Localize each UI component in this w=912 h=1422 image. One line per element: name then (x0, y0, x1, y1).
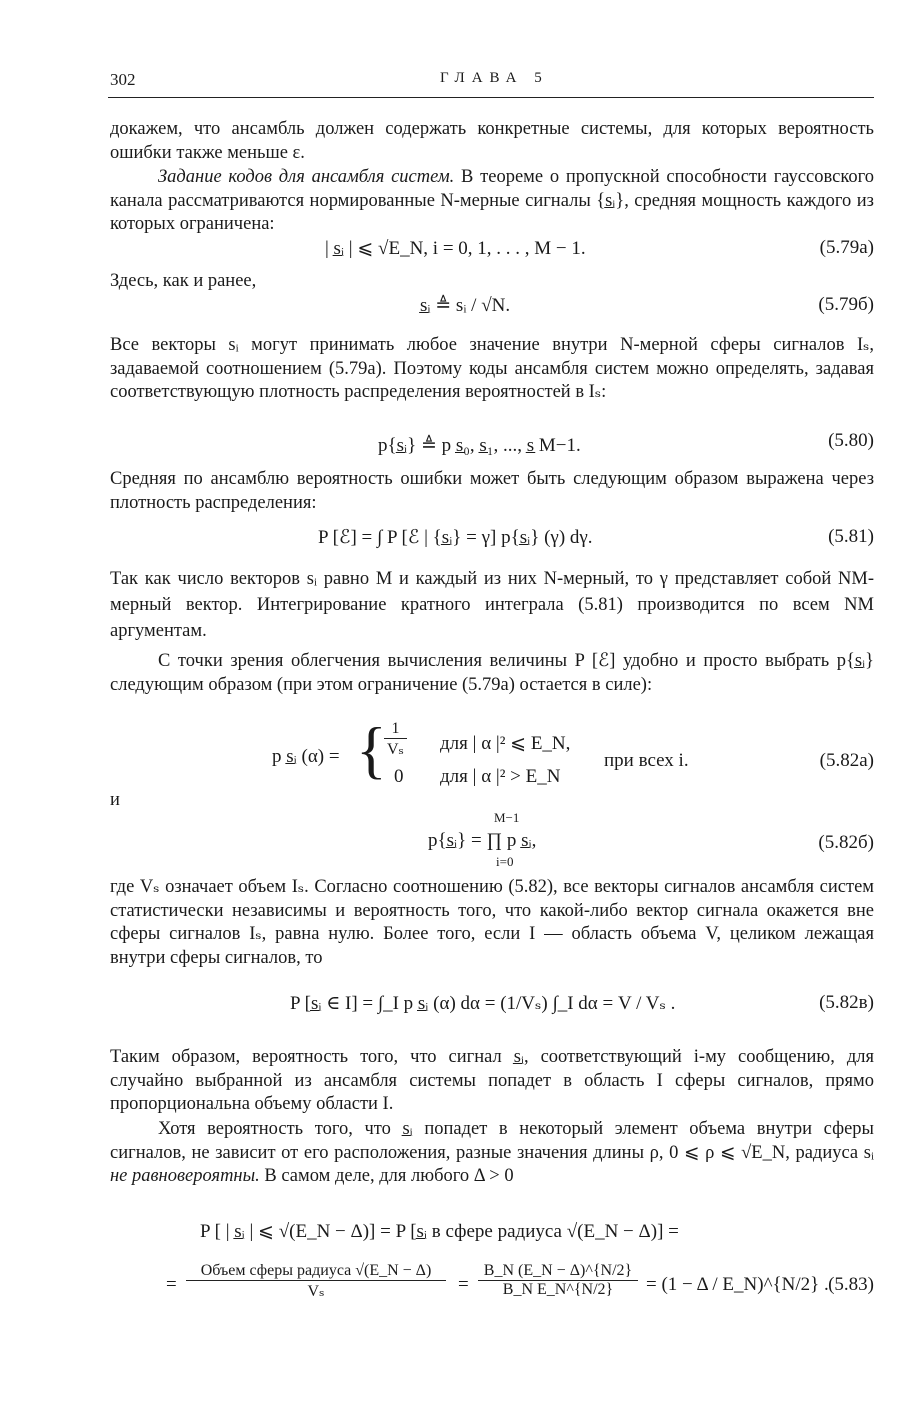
equation-5-79b: s̲ᵢ ≜ sᵢ / √N. (420, 295, 511, 316)
equation-5-82v: P [s̲ᵢ ∈ I] = ∫_I p s̲ᵢ (α) dα = (1/Vₛ) ∫_I dα = V / Vₛ . (290, 993, 676, 1014)
page-number: 302 (110, 70, 136, 89)
paragraph-11: Хотя вероятность того, что s̲ᵢ попадет в некоторый элемент объема внутри сферы сигналов, не зависит от его расположения, разные значения длины ρ, 0 ⩽ ρ ⩽ √E_N, радиуса sᵢ не равновероятны. В самом деле, для любого Δ > 0 (110, 1119, 874, 1186)
emphasis-not-equiprobable: не равновероятны. (110, 1166, 260, 1186)
equation-number-5-82b: (5.82б) (818, 832, 874, 853)
equation-5-80: p{s̲ᵢ} ≜ p s̲₀, s̲₁, ..., s̲ M−1. (378, 435, 581, 456)
equation-number-5-81: (5.81) (828, 526, 874, 547)
eq-583-fraction-1: Объем сферы радиуса √(E_N − Δ) Vₛ (186, 1262, 446, 1301)
running-header: ГЛАВА 5 (440, 70, 549, 86)
equation-number-5-79b: (5.79б) (818, 294, 874, 315)
header-rule (108, 97, 874, 98)
paragraph-3: Здесь, как и ранее, (110, 271, 257, 291)
eq-582b-upper-limit: M−1 (494, 810, 520, 825)
eq-582a-lhs: p s̲ᵢ (α) = (272, 746, 340, 767)
paragraph-10: Таким образом, вероятность того, что сигнал s̲ᵢ, соответствующий i-му сообщению, для случайно выбранной из ансамбля системы попадет в область I сферы сигналов, прямо пропорциональна объему области I. (110, 1047, 874, 1114)
paragraph-9: где Vₛ означает объем Iₛ. Согласно соотношению (5.82), все векторы сигналов ансамбля систем статистически независимы и вероятность того, что какой-либо вектор сигнала окажется вне сферы сигналов Iₛ, равна нулю. Более того, если I — область объема V, целиком лежащая внутри сферы сигналов, то (110, 877, 874, 968)
paragraph-8: и (110, 790, 120, 810)
paragraph-2-text: В теореме о пропускной способности гауссовского канала рассматриваются нормированные N-мерные сигналы {s̲ᵢ}, средняя мощность каждого из которых ограничена: (110, 167, 874, 234)
eq-582a-for-all: при всех i. (604, 750, 689, 771)
paragraph-1: докажем, что ансамбль должен содержать конкретные системы, для которых вероятность ошибки также меньше ε. (110, 119, 874, 163)
paragraph-7: С точки зрения облегчения вычисления величины P [ℰ] удобно и просто выбрать p{s̲ᵢ} следующим образом (при этом ограничение (5.79а) остается в силе): (110, 651, 874, 695)
eq-582a-zero: 0 (394, 766, 404, 787)
equation-5-81: P [ℰ] = ∫ P [ℰ | {s̲ᵢ} = γ] p{s̲ᵢ} (γ) dγ. (318, 527, 593, 548)
eq-582a-fraction: $\frac{1}{\text{Vₛ}}$ (384, 720, 407, 759)
paragraph-6: Так как число векторов sᵢ равно M и каждый из них N-мерный, то γ представляет собой NM-мерный вектор. Интегрирование кратного интеграла (5.81) производится по всем NM аргументам. (110, 569, 874, 641)
paragraph-4: Все векторы sᵢ могут принимать любое значение внутри N-мерной сферы сигналов Iₛ, задаваемой соотношением (5.79а). Поэтому коды ансамбля систем можно определять, задавая соответствующую плотность распределения вероятностей в Iₛ: (110, 335, 874, 402)
eq-582b-body: p{s̲ᵢ} = ∏ p s̲ᵢ, (428, 830, 537, 851)
eq-582a-cond-bottom: для | α |² > E_N (440, 766, 561, 787)
equation-number-5-82v: (5.82в) (819, 992, 874, 1013)
eq-583-fraction-2: $\frac{B\_N (E\_N - \Delta)\^{}\{N/2\}}{\text{B\_N E\_N\textasciicircum{}\{N/2\}}}$ (478, 1262, 638, 1299)
equation-number-5-83: (5.83) (828, 1274, 874, 1295)
eq-582b-lower-limit: i=0 (496, 854, 514, 869)
paragraph-2 (110, 166, 874, 237)
equation-5-83-line-1: P [ | s̲ᵢ | ⩽ √(E_N − Δ)] = P [s̲ᵢ в сфере радиуса √(E_N − Δ)] = (200, 1221, 679, 1242)
paragraph-5: Средняя по ансамблю вероятность ошибки может быть следующим образом выражена через плотность распределения: (110, 469, 874, 513)
equation-number-5-79a: (5.79а) (819, 237, 874, 258)
section-heading: Задание кодов для ансамбля систем. (158, 167, 455, 187)
eq-582a-cond-top: для | α |² ⩽ E_N, (440, 733, 571, 754)
equation-number-5-82a: (5.82а) (819, 750, 874, 771)
left-brace: { (356, 714, 387, 785)
book-page: 302 ГЛАВА 5 докажем, что ансамбль должен содержать конкретные системы, для которых вероятность ошибки также меньше ε. Задание кодов для ансамбля систем. В теореме о пропускной способности гауссовского канала рассматриваются нормированные N-мерные сигналы {s̲ᵢ}, средняя мощность каждого из которых ограничена: | s̲ᵢ | ⩽ √E_N, i = 0, 1, . . . , M − 1. (5.79а) Здесь, как и ранее, s̲ᵢ ≜ sᵢ / √N. (5.79б) Все векторы sᵢ могут принимать любое значение внутри N-мерной сферы сигналов Iₛ, задаваемой соотношением (5.79а). Поэтому коды ансамбля систем можно определять, задавая соответствующую плотность распределения вероятностей в Iₛ: p{s̲ᵢ} ≜ p s̲₀, s̲₁, ..., s̲ M−1. (5.80) Средняя по ансамблю вероятность ошибки может быть следующим образом выражена через плотность распределения: P [ℰ] = ∫ P [ℰ | {s̲ᵢ} = γ] p{s̲ᵢ} (γ) dγ. (5.81) Так как число векторов sᵢ равно M и каждый из них N-мерный, то γ представляет собой NM-мерный вектор. Интегрирование кратного интеграла (5.81) производится по всем NM аргументам. С точки зрения облегчения вычисления величины P [ℰ] удобно и просто выбрать p{s̲ᵢ} следующим образом (при этом ограничение (5.79а) остается в силе): p s̲ᵢ (α) = { $\frac{1}{\text{Vₛ}}$ для | α |² ⩽ E_N, 0 для | α |² > E_N при всех i. (5.82а) и M−1 p{s̲ᵢ} = ∏ p s̲ᵢ, i=0 (5.82б) где Vₛ означает объем Iₛ. Согласно соотношению (5.82), все векторы сигналов ансамбля систем статистически независимы и вероятность того, что какой-либо вектор сигнала окажется вне сферы сигналов Iₛ, равна нулю. Более того, если I — область объема V, целиком лежащая внутри сферы сигналов, то P [s̲ᵢ ∈ I] = ∫_I p s̲ᵢ (α) dα = (1/Vₛ) ∫_I dα = V / Vₛ . (5.82в) Таким образом, вероятность того, что сигнал s̲ᵢ, соответствующий i-му сообщению, для случайно выбранной из ансамбля системы попадет в область I сферы сигналов, прямо пропорциональна объему области I. Хотя вероятность того, что s̲ᵢ попадет в некоторый элемент объема внутри сферы сигналов, не зависит от его расположения, разные значения длины ρ, 0 ⩽ ρ ⩽ √E_N, радиуса sᵢ не равновероятны. В самом деле, для любого Δ > 0 P [ | s̲ᵢ | ⩽ √(E_N − Δ)] = P [s̲ᵢ в сфере радиуса √(E_N − Δ)] = = Объем сферы радиуса √(E_N − Δ) Vₛ = $\frac{B\_N (E\_N - \Delta)\^{}\{N/2\}}{\text{B\_N E\_N\textasciicircum{}\{N/2\}}}$ = (1 − Δ / E_N)^{N/2} . (5.83) (110, 70, 874, 1300)
eq-583-tail: = (1 − Δ / E_N)^{N/2} . (646, 1274, 829, 1295)
equation-number-5-80: (5.80) (828, 430, 874, 451)
equation-5-79a: | s̲ᵢ | ⩽ √E_N, i = 0, 1, . . . , M − 1. (325, 238, 586, 259)
